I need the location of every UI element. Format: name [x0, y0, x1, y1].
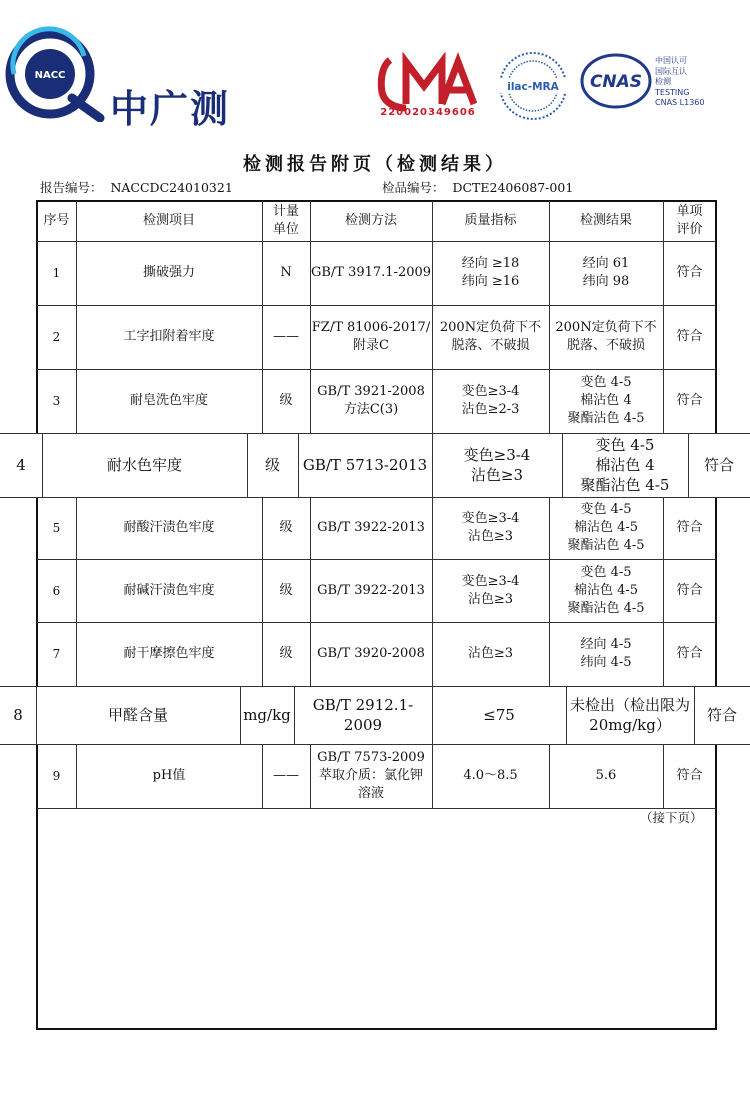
- table-cell-no: 1: [52, 266, 61, 280]
- cnas-line-4: TESTING: [655, 87, 690, 97]
- table-cell-spec: 4.0～8.5: [463, 768, 518, 783]
- table-cell-no: 2: [52, 330, 61, 344]
- table-header-cell: 检测方法: [344, 213, 397, 228]
- cnas-line-5: CNAS L1360: [655, 98, 705, 107]
- page-title: 检测报告附页（检测结果）: [243, 154, 507, 175]
- table-cell-no: 6: [52, 583, 61, 598]
- table-row-divider: [37, 808, 716, 809]
- table-cell-method: GB/T 3920-2008: [317, 646, 425, 661]
- table-cell-item: 耐水色牢度: [106, 456, 182, 474]
- table-header-cell: 检测项目: [142, 213, 195, 228]
- table-header-cell: 质量指标: [464, 213, 517, 228]
- table-cell-no: 5: [52, 521, 61, 535]
- table-cell-spec: 变色≥3-4 沾色≥3: [463, 446, 531, 484]
- table-cell-item: 耐皂洗色牢度: [129, 393, 208, 408]
- table-cell-eval: 符合: [676, 393, 703, 408]
- nacc-badge-text: NACC: [34, 70, 66, 81]
- table-cell-spec: 变色≥3-4 沾色≥3: [461, 511, 520, 544]
- table-cell-eval: 符合: [676, 768, 703, 783]
- table-cell-unit: 级: [279, 646, 293, 661]
- table-cell-result: 经向 4-5 纬向 4-5: [580, 637, 632, 670]
- table-cell-result: 变色 4-5 棉沾色 4-5 聚酯沾色 4-5: [567, 502, 645, 553]
- sample-number: [382, 178, 573, 196]
- table-cell-unit: N: [280, 265, 292, 280]
- table-cell-result: 未检出（检出限为 20mg/kg）: [569, 696, 690, 734]
- ilac-mra-logo: [496, 50, 570, 122]
- table-cell-result: 200N定负荷下不 脱落、不破损: [555, 320, 657, 353]
- report-number: [40, 178, 233, 196]
- table-cell-method: GB/T 3922-2013: [317, 520, 425, 535]
- strip-bottom-rule: [0, 744, 750, 745]
- table-cell-method: GB/T 3917.1-2009: [310, 265, 432, 280]
- report-number-value: NACCDC24010321: [110, 180, 233, 195]
- table-header-cell: 单项 评价: [676, 204, 703, 237]
- table-cell-no: 9: [52, 769, 61, 783]
- strip-bottom-rule: [0, 497, 750, 498]
- table-cell-eval: 符合: [676, 582, 703, 598]
- ilac-label: ilac-MRA: [507, 81, 559, 93]
- table-cell-no: 3: [52, 394, 61, 408]
- table-cell-spec: 变色≥3-4 沾色≥3: [461, 573, 520, 607]
- table-cell-eval: 符合: [676, 520, 703, 535]
- table-cell-eval: 符合: [706, 706, 737, 724]
- table-cell-eval: 符合: [676, 329, 703, 344]
- table-header-cell: 序号: [43, 213, 70, 228]
- table-cell-item: 耐酸汗渍色牢度: [123, 520, 215, 535]
- table-cell-no: 4: [16, 456, 26, 474]
- table-cell-no: 7: [52, 647, 61, 661]
- table-cell-unit: 级: [279, 520, 293, 535]
- table-cell-unit: 级: [264, 456, 280, 474]
- sample-number-value: DCTE2406087-001: [452, 180, 574, 195]
- table-cell-spec: 沾色≥3: [467, 646, 514, 661]
- table-cell-method: GB/T 5713-2013: [302, 456, 428, 474]
- table-cell-method: FZ/T 81006-2017/ 附录C: [311, 320, 431, 353]
- cnas-logo: [578, 50, 654, 112]
- table-cell-item: 工字扣附着牢度: [123, 329, 215, 344]
- cnas-line-1: 中国认可: [655, 56, 687, 65]
- table-cell-result: 变色 4-5 棉沾色 4 聚酯沾色 4-5: [580, 436, 670, 494]
- cnas-label: CNAS: [589, 72, 643, 92]
- table-cell-result: 变色 4-5 棉沾色 4-5 聚酯沾色 4-5: [567, 564, 645, 616]
- cnas-line-3: 检测: [655, 77, 671, 86]
- table-cell-spec: 经向 ≥18 纬向 ≥16: [461, 256, 520, 289]
- table-cell-result: 变色 4-5 棉沾色 4 聚酯沾色 4-5: [567, 375, 645, 426]
- table-cell-no: 8: [13, 706, 23, 724]
- table-header-cell: 检测结果: [579, 213, 632, 228]
- table-cell-method: GB/T 3922-2013: [317, 582, 425, 598]
- cnas-line-2: 国际互认: [655, 66, 687, 76]
- table-cell-method: GB/T 3921-2008 方法C(3): [317, 384, 425, 417]
- table-cell-result: 5.6: [595, 768, 617, 783]
- table-header-cell: 计量 单位: [272, 204, 299, 237]
- table-cell-eval: 符合: [676, 265, 703, 280]
- table-cell-item: pH值: [152, 768, 186, 783]
- cma-number: 220020349606: [380, 107, 476, 118]
- table-cell-result: 经向 61 纬向 98: [582, 256, 630, 289]
- table-cell-item: 耐碱汗渍色牢度: [123, 582, 215, 598]
- table-cell-item: 撕破强力: [142, 265, 195, 280]
- table-cell-method: GB/T 7573-2009 萃取介质：氯化钾 溶液: [317, 750, 425, 801]
- table-cell-spec: 变色≥3-4 沾色≥2-3: [461, 384, 520, 417]
- brand-name: 中广测: [110, 87, 231, 131]
- table-cell-item: 耐干摩擦色牢度: [123, 646, 215, 661]
- continued-note: （接下页）: [640, 810, 703, 825]
- table-cell-unit: 级: [279, 582, 293, 598]
- table-cell-unit: ——: [273, 768, 299, 783]
- table-cell-eval: 符合: [703, 456, 734, 474]
- table-cell-eval: 符合: [676, 646, 703, 661]
- table-cell-spec: ≤75: [483, 706, 515, 724]
- table-cell-spec: 200N定负荷下不 脱落、不破损: [439, 320, 542, 353]
- table-cell-method: GB/T 2912.1-2009: [312, 696, 414, 734]
- table-cell-item: 甲醛含量: [107, 706, 168, 724]
- table-cell-unit: 级: [279, 393, 293, 408]
- cnas-text: [655, 56, 704, 109]
- table-cell-unit: ——: [273, 329, 299, 344]
- table-cell-unit: mg/kg: [243, 706, 291, 724]
- sample-number-label: 检品编号：: [382, 180, 445, 195]
- report-number-label: 报告编号：: [40, 180, 103, 195]
